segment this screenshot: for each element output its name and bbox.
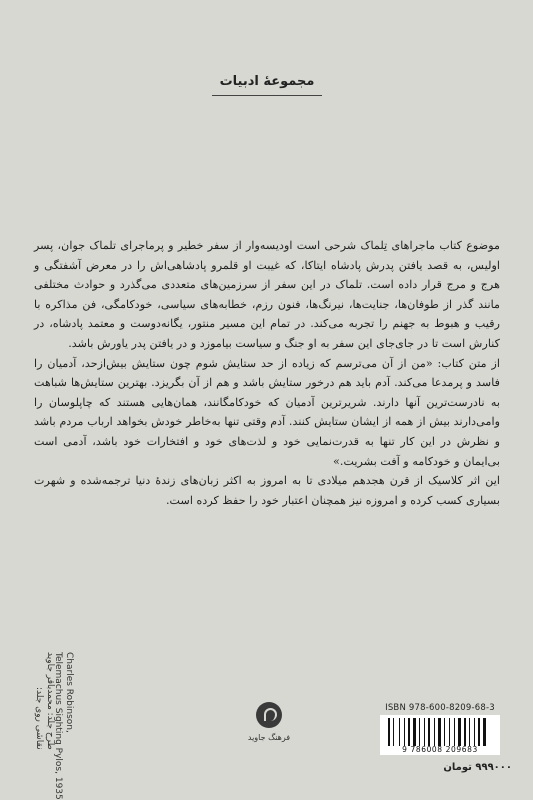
barcode-bars-icon: [388, 718, 492, 746]
barcode: [380, 715, 500, 755]
barcode-digits: 9 786008 209683: [402, 745, 478, 754]
publisher-name: فرهنگ جاوید: [247, 733, 291, 742]
isbn-label: ISBN 978-600-8209-68-3: [385, 703, 495, 713]
designer-line: طرح جلد: محمدباقر جاوید: [45, 652, 55, 750]
publisher-logo-icon: [256, 702, 282, 728]
painting-artist: Charles Robinson,: [64, 652, 74, 733]
blurb-paragraph-closing: این اثر کلاسیک از قرن هجدهم میلادی تا به امروز به اکثر زبان‌های زندهٔ دنیا ترجمه‌شده و شهرت بسیاری کسب کرده و امروزه نیز همچنان اعتبار خود را حفظ کرده است.: [34, 474, 500, 507]
blurb-paragraph-synopsis: موضوع کتاب ماجراهای تِلماک شرحی است اودیسه‌وار از سفر خطیر و پرماجرای تلماک جوان، پسر اولیس، به قصد یافتن پدرش پادشاه ایتاکا، که غیبت او قلمرو پادشاهی‌اش را در معرض آشفتگی و هرج و مرج قرار داده است. تلماک در این سفر از سرزمین‌های متعددی می‌گذرد و حوادث مختلفی مانند گذر از طوفان‌ها، جنایت‌ها، نیرنگ‌ها، فنون رزم، خطابه‌های سیاسی، خودکامگی، فن مذاکره با رقیب و هبوط به جهنم را تجربه می‌کند. در تمام این مسیر منتور، یگانه‌دوست و معتمد پادشاه، در کنارش است تا در جای‌جای این سفر به او جنگ و سیاست بیاموزد و در یافتن پدر یاورش باشد.: [34, 239, 500, 350]
painting-label: نقاشی روی جلد:: [34, 687, 44, 750]
blurb-paragraph-excerpt: از متن کتاب: «من از آن می‌ترسم که زیاده از حد ستایش شوم چون ستایش بیش‌ازحد، آدمیان را فاسد و پرمدعا می‌کند. آدم باید هم درخور ستایش باشد و هم از آن بگریزد. بهترین ستایش‌ها شباهت به نادرست‌ترین آنها دارند. شریرترین آدمیان که خودکامگانند، همان‌هایی هستند که چاپلوسان را وامی‌دارند بیش از همه از ایشان ستایش کنند. آدم وقتی تنها به‌خاطر خودش بخواهد ارباب مردم باشد و نظرش در این کار تنها به قدرت‌نمایی خود و لذت‌های خود و افتخارات خود باشد، آدمی است بی‌ایمان و خودکامه و آفت بشریت.»: [34, 356, 500, 468]
blurb: [34, 236, 500, 510]
price: ۹۹۹۰۰۰ تومان: [443, 762, 512, 773]
series-underline: [212, 95, 322, 96]
series-title: مجموعهٔ ادبیات: [219, 74, 315, 89]
painting-credit: [52, 652, 74, 800]
painting-title: Telemachus Sighting Pylos, 1935: [53, 652, 63, 800]
